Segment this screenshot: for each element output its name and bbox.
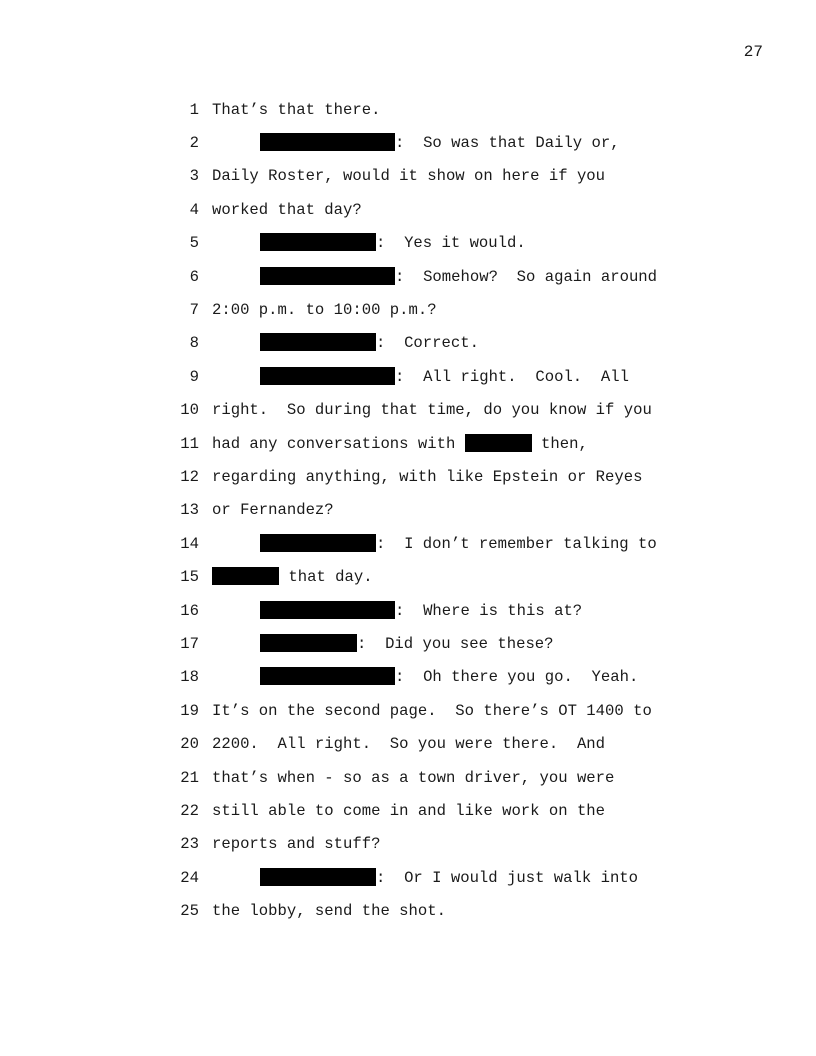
line-number: 5 — [189, 234, 199, 253]
line-number: 21 — [180, 768, 199, 787]
transcript-line — [170, 694, 730, 727]
redacted-speaker-name — [260, 333, 376, 351]
redacted-name — [465, 434, 532, 452]
transcript-line — [170, 661, 730, 694]
redacted-speaker-name — [260, 634, 357, 652]
transcript-line — [170, 427, 730, 460]
line-number: 23 — [180, 835, 199, 854]
redacted-speaker-name — [260, 667, 395, 685]
transcript-line — [170, 527, 730, 560]
transcript-line — [170, 494, 730, 527]
line-number: 14 — [180, 534, 199, 553]
transcript-line — [170, 360, 730, 393]
line-text: Daily Roster, would it show on here if you — [212, 167, 606, 186]
transcript-line — [170, 193, 730, 226]
line-text: regarding anything, with like Epstein or Reyes — [212, 467, 643, 486]
line-number: 1 — [189, 100, 199, 119]
line-text: : Yes it would. — [376, 234, 526, 253]
transcript-line — [170, 126, 730, 159]
redacted-speaker-name — [260, 267, 395, 285]
line-number: 12 — [180, 467, 199, 486]
line-text: still able to come in and like work on the — [212, 801, 606, 820]
line-number: 22 — [180, 801, 199, 820]
redacted-speaker-name — [260, 868, 376, 886]
transcript-line — [170, 761, 730, 794]
line-number: 2 — [189, 134, 199, 153]
line-text: the lobby, send the shot. — [212, 902, 446, 921]
line-text: : Or I would just walk into — [376, 868, 639, 887]
redacted-speaker-name — [260, 534, 376, 552]
line-number: 19 — [180, 701, 199, 720]
line-number: 15 — [180, 568, 199, 587]
line-text: right. So during that time, do you know if you — [212, 401, 652, 420]
line-text: then, — [531, 434, 588, 453]
line-text: : All right. Cool. All — [395, 367, 629, 386]
line-number: 20 — [180, 735, 199, 754]
line-number: 24 — [180, 868, 199, 887]
line-text: : Did you see these? — [357, 634, 554, 653]
line-number: 8 — [189, 334, 199, 353]
transcript-line — [170, 794, 730, 827]
line-number: 18 — [180, 668, 199, 687]
transcript-line — [170, 93, 730, 126]
transcript-line — [170, 327, 730, 360]
line-text: that’s when - so as a town driver, you were — [212, 768, 615, 787]
line-text: : Oh there you go. Yeah. — [395, 668, 639, 687]
line-text: It’s on the second page. So there’s OT 1400 to — [212, 701, 652, 720]
line-number: 9 — [189, 367, 199, 386]
transcript-line — [170, 394, 730, 427]
redacted-speaker-name — [260, 601, 395, 619]
line-number: 25 — [180, 902, 199, 921]
line-text: 2200. All right. So you were there. And — [212, 735, 606, 754]
line-text: 2:00 p.m. to 10:00 p.m.? — [212, 301, 437, 320]
page-number: 27 — [743, 43, 763, 61]
line-text: worked that day? — [212, 200, 362, 219]
redacted-name — [212, 567, 279, 585]
transcript-line — [170, 627, 730, 660]
transcript-line — [170, 894, 730, 927]
redacted-speaker-name — [260, 133, 395, 151]
line-text: : So was that Daily or, — [395, 134, 620, 153]
transcript-line — [170, 227, 730, 260]
line-number: 4 — [189, 200, 199, 219]
transcript-line — [170, 160, 730, 193]
line-number: 16 — [180, 601, 199, 620]
transcript-line — [170, 560, 730, 593]
line-number: 3 — [189, 167, 199, 186]
line-text: That’s that there. — [212, 100, 381, 119]
transcript-body — [170, 93, 730, 928]
line-number: 7 — [189, 301, 199, 320]
line-text: had any conversations with — [212, 434, 465, 453]
redacted-speaker-name — [260, 233, 376, 251]
line-number: 6 — [189, 267, 199, 286]
line-text: that day. — [279, 568, 373, 587]
line-text: : I don’t remember talking to — [376, 534, 657, 553]
line-text: : Where is this at? — [395, 601, 583, 620]
transcript-line — [170, 828, 730, 861]
line-text: reports and stuff? — [212, 835, 381, 854]
line-number: 11 — [180, 434, 199, 453]
transcript-line — [170, 293, 730, 326]
line-text: : Correct. — [376, 334, 479, 353]
line-number: 10 — [180, 401, 199, 420]
transcript-line — [170, 260, 730, 293]
transcript-line — [170, 727, 730, 760]
redacted-speaker-name — [260, 367, 395, 385]
line-text: or Fernandez? — [212, 501, 334, 520]
transcript-line — [170, 594, 730, 627]
line-number: 13 — [180, 501, 199, 520]
transcript-line — [170, 460, 730, 493]
transcript-line — [170, 861, 730, 894]
line-number: 17 — [180, 634, 199, 653]
line-text: : Somehow? So again around — [395, 267, 658, 286]
